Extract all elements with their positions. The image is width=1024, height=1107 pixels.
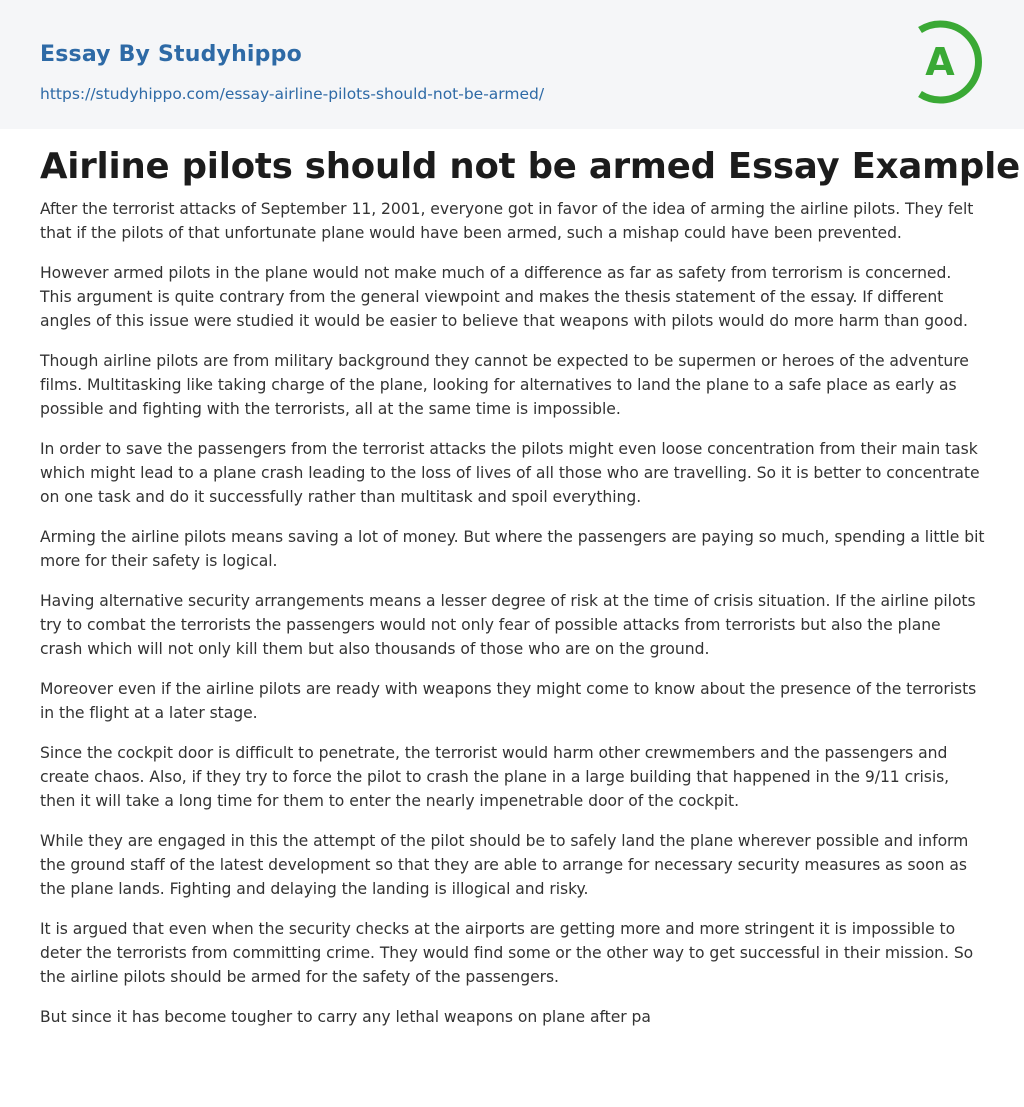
logo-letter: A <box>925 40 955 84</box>
paragraph: Though airline pilots are from military background they cannot be expected to be supermen or heroes of the adventure films. Multitasking like taking charge of the plane, looking for alternatives to land the plane to a safe place as early as possible and fighting with the terrorists, all at the same time is impossible. <box>40 352 969 418</box>
paragraph: In order to save the passengers from the terrorist attacks the pilots might even loose concentration from their main task which might lead to a plane crash leading to the loss of lives of all those who are travelling. So it is better to concentrate on one task and do it successfully rather than multitask and spoil everything. <box>40 440 980 506</box>
studyhippo-logo-icon[interactable] <box>912 18 988 106</box>
paragraph: It is argued that even when the security checks at the airports are getting more and more stringent it is impossible to deter the terrorists from committing crime. They would find some or the other way to get successful in their mission. So the airline pilots should be armed for the safety of the passengers. <box>40 920 974 986</box>
source-url-link[interactable]: https://studyhippo.com/essay-airline-pilots-should-not-be-armed/ <box>40 85 545 103</box>
paragraph: Arming the airline pilots means saving a lot of money. But where the passengers are paying so much, spending a little bit more for their safety is logical. <box>40 528 985 570</box>
paragraph: However armed pilots in the plane would not make much of a difference as far as safety from terrorism is concerned. This argument is quite contrary from the general viewpoint and makes the thesis statement of the essay. If different angles of this issue were studied it would be easier to believe that weapons with pilots would do more harm than good. <box>40 264 968 330</box>
paragraph: While they are engaged in this the attempt of the pilot should be to safely land the plane wherever possible and inform the ground staff of the latest development so that they are able to arrange for necessary security measures as soon as the plane lands. Fighting and delaying the landing is illogical and risky. <box>40 832 969 898</box>
site-title[interactable]: Essay By Studyhippo <box>40 42 302 67</box>
article-body <box>40 141 1020 1045</box>
paragraph: After the terrorist attacks of September 11, 2001, everyone got in favor of the idea of arming the airline pilots. They felt that if the pilots of that unfortunate plane would have been armed, such a mishap could have been prevented. <box>40 200 974 242</box>
paragraph: Moreover even if the airline pilots are ready with weapons they might come to know about the presence of the terrorists in the flight at a later stage. <box>40 680 977 722</box>
paragraph: Since the cockpit door is difficult to penetrate, the terrorist would harm other crewmembers and the passengers and create chaos. Also, if they try to force the pilot to crash the plane in a large building that happened in the 9/11 crisis, then it will take a long time for them to enter the nearly impenetrable door of the cockpit. <box>40 744 950 810</box>
page-title: Airline pilots should not be armed Essay Example <box>40 146 1020 187</box>
paragraph-truncated: But since it has become tougher to carry any lethal weapons on plane after pa <box>40 1008 651 1026</box>
site-header <box>0 0 1024 129</box>
paragraph: Having alternative security arrangements means a lesser degree of risk at the time of crisis situation. If the airline pilots try to combat the terrorists the passengers would not only fear of possible attacks from terrorists but also the plane crash which will not only kill them but also thousands of those who are on the ground. <box>40 592 976 658</box>
